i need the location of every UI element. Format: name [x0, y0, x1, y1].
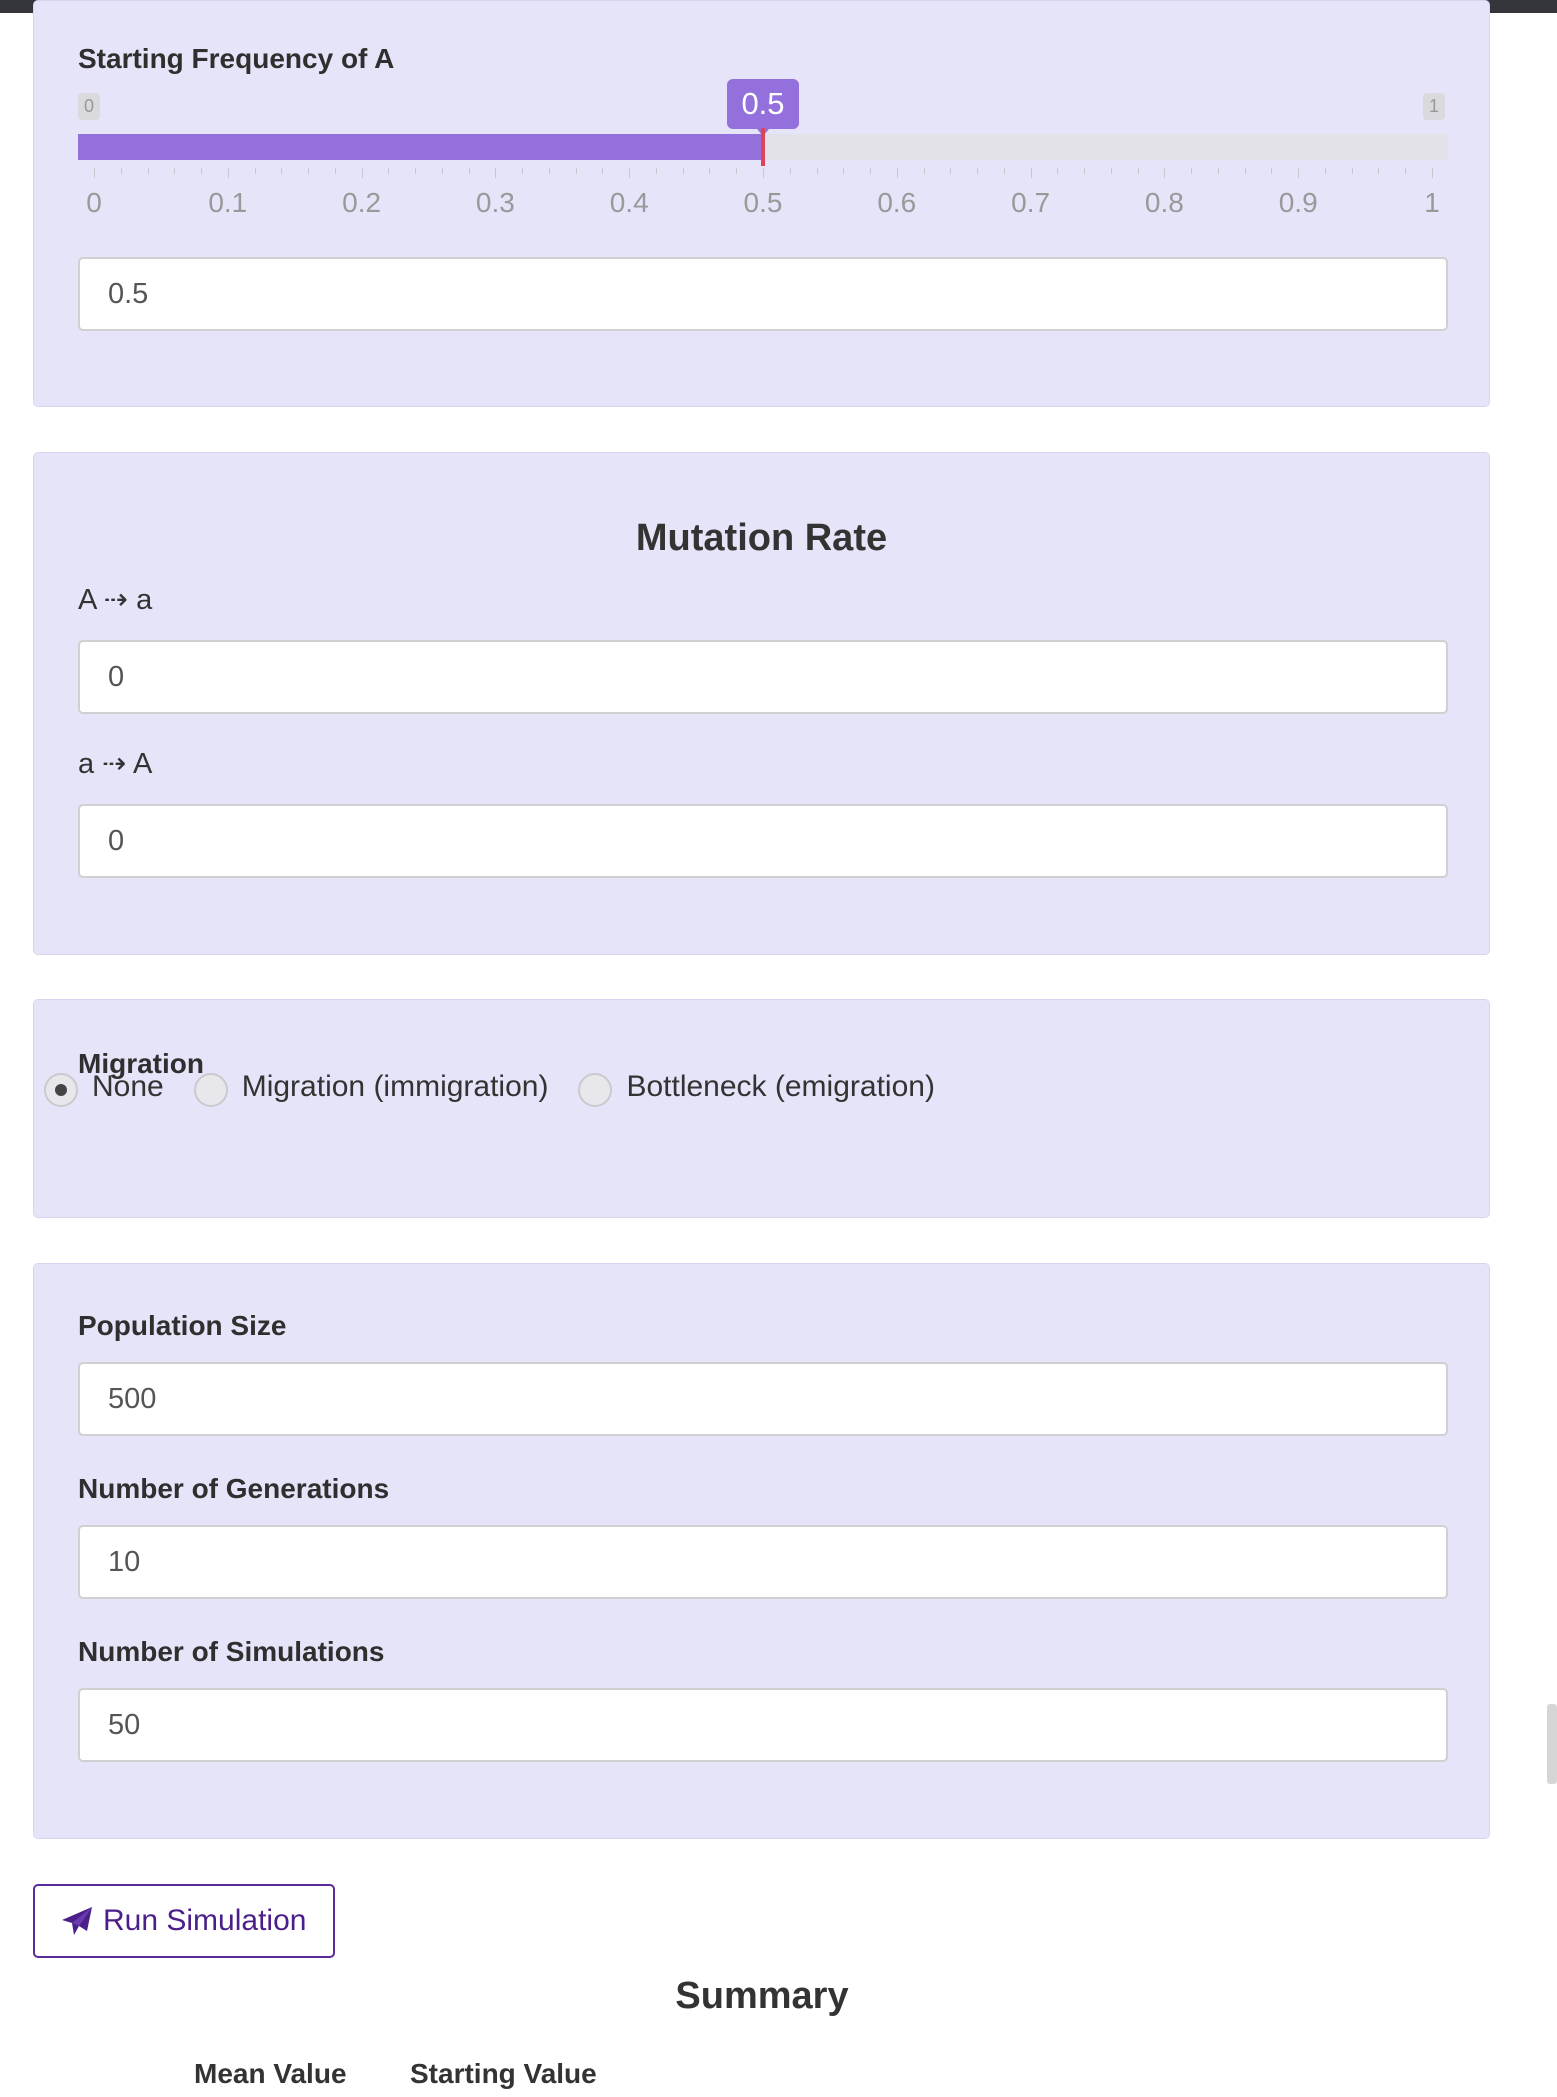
slider-minor-tick	[843, 168, 844, 174]
slider-minor-tick	[201, 168, 202, 174]
simulations-input[interactable]	[78, 1688, 1448, 1762]
slider-minor-tick	[469, 168, 470, 174]
slider-minor-tick	[683, 168, 684, 174]
slider-minor-tick	[1031, 168, 1032, 178]
slider-minor-tick	[495, 168, 496, 178]
mutation-rate-panel	[33, 452, 1490, 955]
summary-title: Summary	[675, 1975, 849, 2017]
radio-button-migration[interactable]	[194, 1073, 228, 1107]
slider-value-bubble: 0.5	[727, 79, 799, 129]
slider-minor-tick	[549, 168, 550, 174]
slider-tick-label: 0.7	[1011, 187, 1051, 218]
slider-tick-label: 0.2	[342, 187, 382, 218]
slider-minor-tick	[576, 168, 577, 174]
slider-minor-tick	[415, 168, 416, 174]
slider-max-label: 1	[1423, 93, 1445, 120]
slider-minor-tick	[763, 168, 764, 178]
slider-fill	[78, 134, 763, 160]
radio-option-migration[interactable]	[194, 1067, 549, 1107]
slider-minor-tick	[442, 168, 443, 174]
slider-tick-label: 0.1	[208, 187, 248, 218]
slider-minor-tick	[1245, 168, 1246, 174]
slider-minor-tick	[1164, 168, 1165, 178]
radio-label-migration: Migration (immigration)	[241, 1070, 549, 1103]
col-header-mean-value: Mean Value	[194, 2058, 347, 2089]
slider-minor-tick	[1057, 168, 1058, 174]
slider-tick-label: 0.3	[475, 187, 515, 218]
slider-minor-tick	[388, 168, 389, 174]
slider-minor-tick	[1432, 168, 1433, 178]
slider-handle[interactable]	[761, 128, 765, 166]
population-panel	[33, 1263, 1490, 1839]
slider-minor-tick	[1218, 168, 1219, 174]
starting-frequency-input[interactable]	[78, 257, 1448, 331]
slider-minor-tick	[950, 168, 951, 174]
a-to-lower-input[interactable]	[78, 640, 1448, 714]
scrollbar-thumb[interactable]	[1547, 1704, 1557, 1784]
population-size-input[interactable]	[78, 1362, 1448, 1436]
col-header-starting-value: Starting Value	[410, 2058, 597, 2089]
slider-tick-label: 0.4	[609, 187, 649, 218]
simulations-label: Number of Simulations	[78, 1636, 385, 1667]
slider-minor-tick	[1084, 168, 1085, 174]
slider-tick-label: 1	[1424, 187, 1440, 218]
slider-minor-tick	[362, 168, 363, 178]
slider-minor-tick	[1138, 168, 1139, 174]
generations-input[interactable]	[78, 1525, 1448, 1599]
paper-plane-icon	[61, 1906, 93, 1936]
radio-option-none[interactable]	[44, 1067, 164, 1107]
slider-minor-tick	[817, 168, 818, 174]
mutation-rate-title: Mutation Rate	[635, 517, 888, 559]
slider-min-label: 0	[78, 93, 100, 120]
lower-to-a-input[interactable]	[78, 804, 1448, 878]
starting-frequency-panel	[33, 0, 1490, 407]
slider-minor-tick	[1271, 168, 1272, 174]
slider-minor-tick	[656, 168, 657, 174]
slider-minor-tick	[790, 168, 791, 174]
slider-tick-label: 0	[86, 187, 102, 218]
run-simulation-button[interactable]	[33, 1884, 335, 1958]
slider-minor-tick	[897, 168, 898, 178]
slider-minor-tick	[148, 168, 149, 174]
slider-minor-tick	[977, 168, 978, 174]
slider-minor-tick	[1405, 168, 1406, 174]
slider-minor-tick	[94, 168, 95, 178]
slider-minor-tick	[1378, 168, 1379, 174]
migration-label: Migration	[78, 1048, 204, 1079]
slider-minor-tick	[281, 168, 282, 174]
slider-minor-tick	[1004, 168, 1005, 174]
population-size-label: Population Size	[78, 1310, 287, 1341]
slider-minor-tick	[1298, 168, 1299, 178]
slider-tick-label: 0.6	[877, 187, 917, 218]
a-to-lower-label: A ⇢ a	[78, 584, 153, 616]
slider-minor-tick	[1352, 168, 1353, 174]
slider-minor-tick	[228, 168, 229, 178]
radio-button-bottleneck[interactable]	[578, 1073, 612, 1107]
migration-panel	[33, 999, 1490, 1218]
slider-minor-tick	[1191, 168, 1192, 174]
generations-label: Number of Generations	[78, 1473, 390, 1504]
run-simulation-label: Run Simulation	[103, 1904, 307, 1937]
migration-radio-group	[44, 1067, 965, 1107]
slider-minor-tick	[335, 168, 336, 174]
lower-to-a-label: a ⇢ A	[78, 748, 153, 780]
slider-minor-tick	[174, 168, 175, 174]
slider-minor-tick	[870, 168, 871, 174]
radio-option-bottleneck[interactable]	[578, 1067, 934, 1107]
starting-frequency-slider[interactable]	[78, 134, 1448, 160]
radio-button-none[interactable]	[44, 1073, 78, 1107]
starting-frequency-label: Starting Frequency of A	[78, 43, 395, 74]
slider-minor-tick	[308, 168, 309, 174]
slider-minor-tick	[709, 168, 710, 174]
slider-minor-tick	[602, 168, 603, 174]
slider-minor-tick	[924, 168, 925, 174]
slider-minor-tick	[1111, 168, 1112, 174]
slider-tick-label: 0.5	[743, 187, 783, 218]
slider-minor-tick	[255, 168, 256, 174]
slider-minor-tick	[1325, 168, 1326, 174]
slider-tick-label: 0.8	[1144, 187, 1184, 218]
slider-minor-tick	[522, 168, 523, 174]
slider-minor-tick	[629, 168, 630, 178]
radio-label-bottleneck: Bottleneck (emigration)	[626, 1070, 935, 1103]
slider-minor-tick	[736, 168, 737, 174]
slider-minor-tick	[121, 168, 122, 174]
radio-label-none: None	[92, 1070, 164, 1103]
slider-tick-label: 0.9	[1278, 187, 1318, 218]
